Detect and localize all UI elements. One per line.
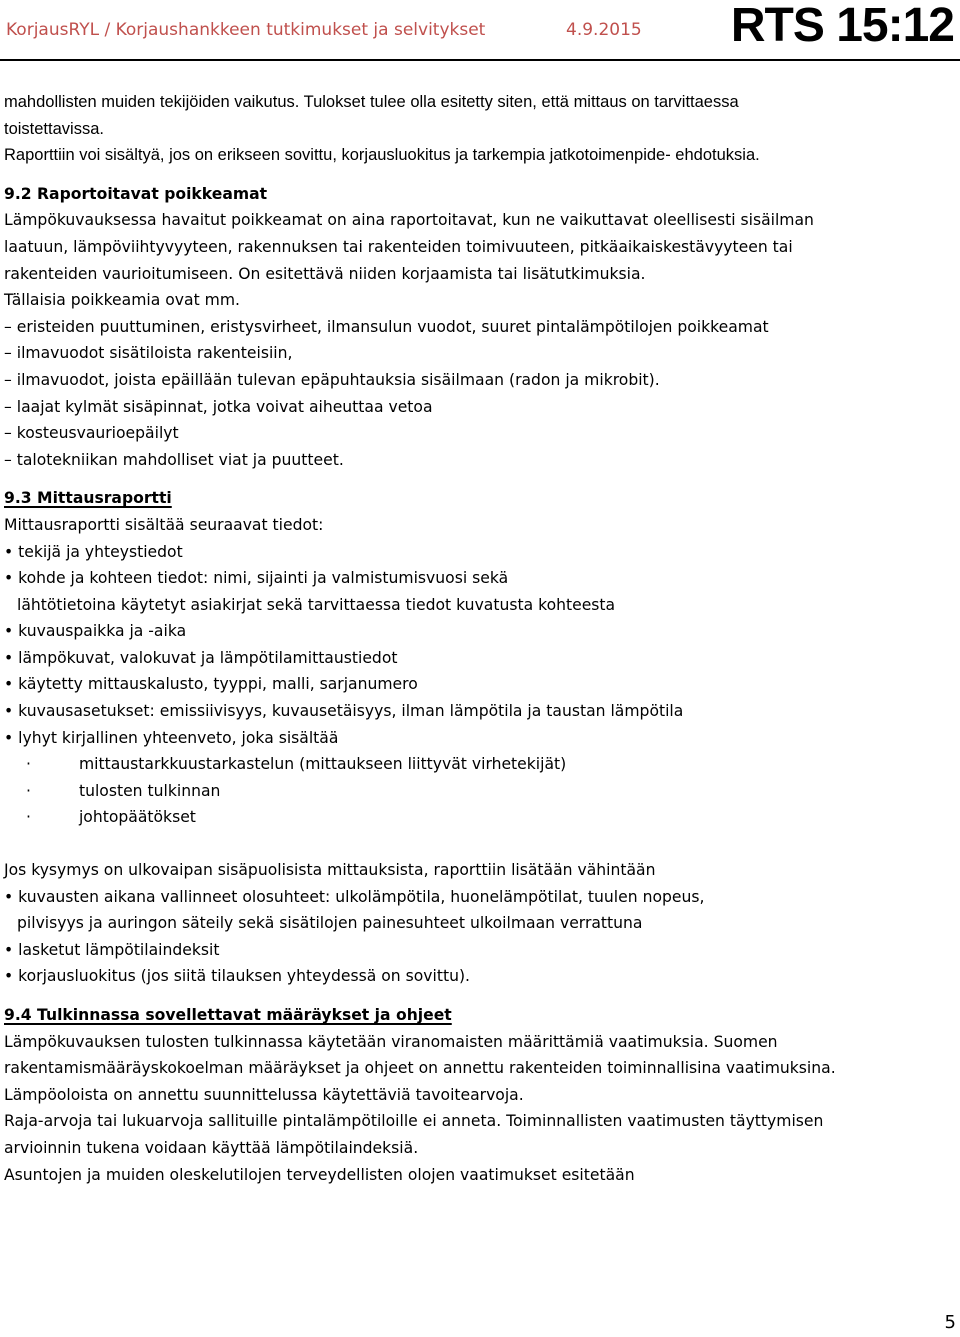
intro-line: mahdollisten muiden tekijöiden vaikutus. Tulokset tulee olla esitetty siten, että mittaus on tarvittaessa	[4, 93, 739, 111]
paragraph-line: Lämpöoloista on annettu suunnittelussa käytettäviä tavoitearvoja.	[4, 1085, 524, 1104]
bullet-list-item: • kuvausasetukset: emissiivisyys, kuvausetäisyys, ilman lämpötila ja taustan lämpötila	[4, 702, 684, 721]
spacer	[4, 990, 944, 1002]
bullet-list-item: • käytetty mittauskalusto, tyyppi, malli, sarjanumero	[4, 675, 418, 694]
dash-list-item: – eristeiden puuttuminen, eristysvirheet, ilmansulun vuodot, suuret pintalämpötilojen poikkeamat	[4, 317, 769, 336]
bullet-list-item: • kuvauspaikka ja -aika	[4, 622, 187, 641]
page-header	[0, 0, 960, 60]
sub-list-marker: ·	[26, 808, 31, 827]
dash-list-item: – laajat kylmät sisäpinnat, jotka voivat aiheuttaa vetoa	[4, 397, 433, 416]
page-number: 5	[944, 1312, 956, 1333]
header-publication-title: KorjausRYL / Korjaushankkeen tutkimukset ja selvitykset	[6, 20, 486, 40]
intro-line: Raporttiin voi sisältyä, jos on erikseen sovittu, korjausluokitus ja tarkempia jatkotoimenpide- ehdotuksia.	[4, 146, 760, 165]
bullet-list-item: • lasketut lämpötilaindeksit	[4, 940, 220, 959]
bullet-list-item: • lyhyt kirjallinen yhteenveto, joka sisältää	[4, 728, 339, 747]
sub-list-marker: ·	[26, 755, 31, 774]
bullet-list-item: • lämpökuvat, valokuvat ja lämpötilamittaustiedot	[4, 648, 398, 667]
bullet-list-item: • tekijä ja yhteystiedot	[4, 542, 183, 561]
bullet-list-item: • kuvausten aikana vallinneet olosuhteet: ulkolämpötila, huonelämpötilat, tuulen nopeus,	[4, 887, 705, 906]
bullet-list-item: • kohde ja kohteen tiedot: nimi, sijainti ja valmistumisvuosi sekä	[4, 569, 509, 588]
spacer	[4, 169, 944, 181]
section-heading-9-3: 9.3 Mittausraportti	[4, 489, 172, 508]
paragraph-line: rakentamismääräyskokoelman määräykset ja ohjeet on annettu rakenteiden toiminnallisina vaatimuksina.	[4, 1059, 836, 1078]
paragraph-line: rakenteiden vaurioitumiseen. On esitettävä niiden korjaamista tai lisätutkimuksia.	[4, 264, 646, 283]
paragraph-line: Lämpökuvauksen tulosten tulkinnassa käytetään viranomaisten määrittämiä vaatimuksia. Suomen	[4, 1032, 778, 1051]
sub-list-text: mittaustarkkuustarkastelun (mittaukseen liittyvät virhetekijät)	[78, 755, 567, 774]
bullet-list-continuation: pilvisyys ja auringon säteily sekä sisätilojen painesuhteet ulkoilmaan verrattuna	[17, 914, 643, 933]
sub-list-item	[4, 804, 944, 831]
sub-list-item	[4, 751, 944, 778]
spacer	[4, 831, 944, 857]
paragraph-line: Asuntojen ja muiden oleskelutilojen terveydellisten olojen vaatimukset esitetään	[4, 1165, 635, 1184]
sub-list-text: johtopäätökset	[78, 808, 196, 827]
intro-line: toistettavissa.	[4, 119, 104, 138]
header-document-code: RTS 15:12	[730, 0, 954, 52]
section-heading-9-4: 9.4 Tulkinnassa sovellettavat määräykset ja ohjeet	[4, 1006, 452, 1024]
dash-list-item: – kosteusvaurioepäilyt	[4, 424, 179, 443]
document-body	[4, 89, 944, 1188]
paragraph-line: laatuun, lämpöviihtyvyyteen, rakennuksen tai rakenteiden toimivuuteen, pitkäaikaiskestävyyteen tai	[4, 237, 793, 256]
paragraph-line: Lämpökuvauksessa havaitut poikkeamat on aina raportoitavat, kun ne vaikuttavat oleellisesti sisäilman	[4, 211, 814, 230]
paragraph-line: arvioinnin tukena voidaan käyttää lämpötilaindeksiä.	[4, 1138, 419, 1157]
bullet-list-item: • korjausluokitus (jos siitä tilauksen yhteydessä on sovittu).	[4, 967, 470, 986]
sub-list-marker: ·	[26, 781, 31, 800]
dash-list-item: – ilmavuodot sisätiloista rakenteisiin,	[4, 344, 293, 363]
bullet-list-continuation: lähtötietoina käytetyt asiakirjat sekä tarvittaessa tiedot kuvatusta kohteesta	[17, 595, 616, 614]
dash-list-item: – talotekniikan mahdolliset viat ja puutteet.	[4, 450, 344, 469]
paragraph-line: Jos kysymys on ulkovaipan sisäpuolisista mittauksista, raporttiin lisätään vähintään	[4, 861, 656, 880]
header-divider	[0, 59, 960, 61]
sub-list-text: tulosten tulkinnan	[78, 781, 221, 800]
paragraph-line: Tällaisia poikkeamia ovat mm.	[4, 291, 240, 310]
spacer	[4, 473, 944, 485]
paragraph-line: Raja-arvoja tai lukuarvoja sallituille pintalämpötiloille ei anneta. Toiminnallisten vaatimusten täyttymisen	[4, 1112, 824, 1131]
sub-list-item	[4, 778, 944, 805]
header-date: 4.9.2015	[566, 20, 642, 40]
section-heading-9-2: 9.2 Raportoitavat poikkeamat	[4, 184, 268, 203]
dash-list-item: – ilmavuodot, joista epäillään tulevan epäpuhtauksia sisäilmaan (radon ja mikrobit).	[4, 370, 660, 389]
paragraph-line: Mittausraportti sisältää seuraavat tiedot:	[4, 515, 324, 534]
